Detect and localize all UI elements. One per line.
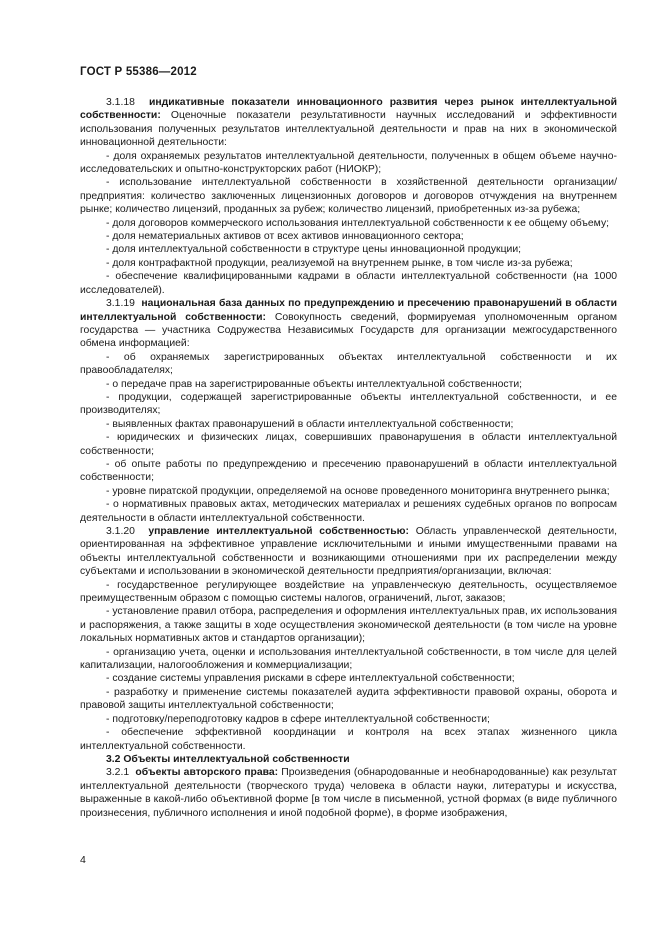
document-header: ГОСТ Р 55386—2012 [80,66,197,78]
list-item: - организацию учета, оценки и использования интеллектуальной собственности, в том числе для целей капитализации, налогообложения и коммерциализации; [80,646,617,672]
definition: Совокупность сведений, формируемая уполномоченным органом государства — участника Содружества Независимых Государств для организации межгосударственного обмена информацией: [80,311,618,350]
list-item: - разработку и применение системы показателей аудита эффективности правовой охраны, оборота и правовой защиты интеллектуальной собственности; [80,686,617,712]
term: национальная база данных по предупреждению и пресечению правонарушений в области интеллектуальной собственности: [80,298,617,323]
list-item: - уровне пиратской продукции, определяемой на основе проведенного мониторинга внутреннего рынка; [106,485,610,497]
paragraph [80,525,617,579]
clause-number: 3.1.18 [106,97,135,108]
list-item: - использование интеллектуальной собственности в хозяйственной деятельности организации/предприятия: количество заключенных лицензионных договоров и договоров отчуждения на внутреннем рынке; количество лицензий, проданных за рубеж; количество лицензий, приобретенных из-за рубежа; [80,177,617,216]
list-item: - об опыте работы по предупреждению и пресечению правонарушений в области интеллектуальной собственности; [80,458,617,484]
list-item: - доля охраняемых результатов интеллектуальной деятельности, полученных в общем объеме научно-исследовательских и опытно-конструкторских работ (НИОКР); [80,150,617,176]
list-item: - обеспечение квалифицированными кадрами в области интеллектуальной собственности (на 1000 исследователей). [80,271,617,296]
list-item: - установление правил отбора, распределения и оформления интеллектуальных прав, их использования и распоряжения, а также защиты в ходе осуществления экономической деятельности (в том числе на уровне локальных нормативных актов и стандартов организации); [80,606,617,645]
list-item: - о передаче прав на зарегистрированные объекты интеллектуальной собственности; [106,378,523,390]
list-item: - доля договоров коммерческого использования интеллектуальной собственности к ее общему объему; [106,217,610,229]
clause-number: 3.1.20 [106,526,135,537]
section-heading: 3.2 Объекты интеллектуальной собственности [106,753,350,765]
list-item: - юридических и физических лицах, совершивших правонарушения в области интеллектуальной собственности; [80,432,617,457]
list-item: - государственное регулирующее воздействие на управленческую деятельность, осуществляемое преимущественным образом с помощью системы налогов, ограничений, льгот, заказов; [80,579,617,605]
term: объекты авторского права: [135,767,279,779]
paragraph [80,297,617,351]
document-body [80,96,617,820]
definition: Произведения (обнародованные и необнародованные) как результат интеллектуальной деятельности (творческого труда) человека в области науки, литературы и искусства, выраженные в какой-либо объективной форме [в том числе в письменной, устной формах (в виде публичного произнесения, публичного исполнения и иной подобной форме), в форме изображения, [80,767,617,819]
list-item: - о нормативных правовых актах, методических материалах и решениях судебных органов по вопросам деятельности в области интеллектуальной собственности. [80,499,617,524]
definition: Оценочные показатели результативности научных исследований и эффективности использования полученных результатов интеллектуальной деятельности и прав на них в экономической инновационной деятельности: [80,110,617,149]
list-item: - продукции, содержащей зарегистрированные объекты интеллектуальной собственности, и ее производителях; [80,391,617,417]
list-item: - об охраняемых зарегистрированных объектах интеллектуальной собственности и их правообладателях; [80,351,617,377]
list-item: - выявленных фактах правонарушений в области интеллектуальной собственности; [106,418,514,430]
paragraph [80,96,617,150]
list-item: - доля интеллектуальной собственности в структуре цены инновационной продукции; [106,244,522,256]
definition: Область управленческой деятельности, ориентированная на эффективное управление исключительными и иными имущественными правами на объекты интеллектуальной собственности и возникающими отношениями при их распределении между субъектами и использовании в экономической деятельности предприятия/организации, включая: [80,526,618,578]
list-item: - доля контрафактной продукции, реализуемой на внутреннем рынке, в том числе из-за рубежа; [106,257,573,269]
list-item: - доля нематериальных активов от всех активов инновационного сектора; [106,231,464,243]
list-item: - создание системы управления рисками в сфере интеллектуальной собственности; [106,673,515,685]
clause-number: 3.2.1 [106,767,130,779]
clause-number: 3.1.19 [106,298,135,310]
term: индикативные показатели инновационного развития через рынок интеллектуальной собственности: [80,97,617,122]
list-item: - обеспечение эффективной координации и контроля на всех этапах жизненного цикла интеллектуальной собственности. [80,727,617,752]
list-item: - подготовку/переподготовку кадров в сфере интеллектуальной собственности; [106,713,490,725]
page-number: 4 [80,854,86,866]
paragraph [80,766,617,820]
term: управление интеллектуальной собственностью: [148,526,409,537]
